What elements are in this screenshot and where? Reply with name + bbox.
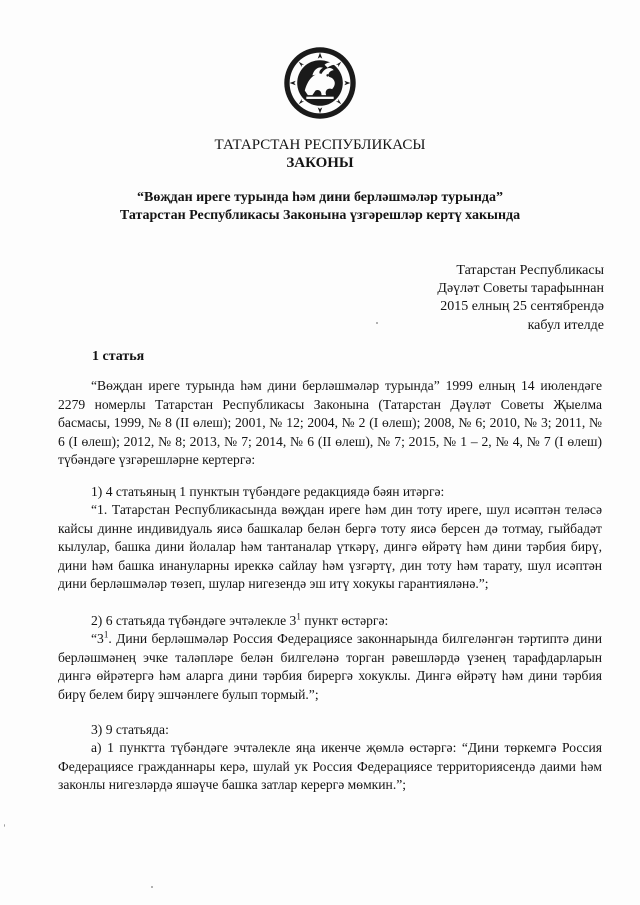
law-heading: ЗАКОНЫ	[286, 155, 354, 171]
adoption-line-2: Дәүләт Советы тарафыннан	[437, 281, 604, 297]
item-1-text: “1. Татарстан Республикасында вөҗдан иреге һәм дин тоту иреге, шул исәптән теләсә кайсы динне индивидуаль яисә башкалар белән бергә тоту яисә берсен дә тотмау, гыйбадәт кылулар, башка дини йолалар һәм тантаналар үткәрү, дингә өйрәтү һәм дини тәрбия бирү, дини һәм башка инануларны иреккә сайлау һәм үзгәртү, дин тоту һәм тарату, шул исәптән дини берләшмәләр төзеп, шулар нигезендә эш итү хокукы гарантияләнә.”;	[58, 502, 602, 591]
item-2-text-body: . Дини берләшмәләр Россия Федерациясе законнарында билгеләнгән тәртиптә дини берләшмәнең эчке таләпләре белән билгеләнә торган рәвешләрдә үзенең тарафдарларын дингә өйрәтергә һәм аларга дини тәрбия бирергә хокуклы. Дингә өйрәтү һәм дини тәрбия бирү белем бирү эшчәнлеге булып тормый.”;	[58, 631, 602, 702]
item-2-text	[58, 630, 602, 704]
item-2-intro-text-end: пункт өстәргә:	[300, 613, 389, 628]
adoption-line-3: 2015 елның 25 сентябрендә	[440, 299, 604, 315]
law-subject-line-1: “Вөҗдан иреге турында һәм дини берләшмәләр турында”	[137, 190, 503, 205]
adoption-block	[437, 262, 604, 335]
item-2-intro-text: 2) 6 статьяда түбәндәге эчтәлекле 3	[91, 613, 297, 628]
item-2-text-superscript: 1	[103, 629, 109, 640]
adoption-line-1: Татарстан Республикасы	[456, 263, 604, 278]
tatarstan-coat-of-arms-icon	[282, 45, 358, 121]
scan-speck	[4, 824, 5, 827]
article-heading: 1 статья	[92, 349, 145, 364]
intro-paragraph: “Вөҗдан иреге турында һәм дини берләшмәләр турында” 1999 елның 14 июлендәге 2279 номерлы Татарстан Республикасы Законына (Татарстан Дәүләт Советы Җыелма басмасы, 1999, № 8 (II өлеш); 2001, № 12; 2004, № 2 (I өлеш); 2008, № 6; 2010, № 3; 2011, № 6 (I өлеш); 2012, № 8; 2013, № 7; 2014, № 6 (II өлеш), № 7; 2015, № 1 – 2, № 4, № 7 (I өлеш) түбәндәге үзгәрешләрне кертергә:	[58, 378, 602, 467]
adoption-line-4: кабул ителде	[527, 317, 604, 333]
republic-heading: ТАТАРСТАН РЕСПУБЛИКАСЫ	[214, 137, 426, 153]
item-2-text-start: “3	[91, 631, 104, 646]
law-subject-line-2: Татарстан Республикасы Законына үзгәрешләр кертү хакында	[119, 208, 521, 223]
item-1-intro: 1) 4 статьяның 1 пунктын түбәндәге редакциядә бәян итәргә:	[91, 484, 445, 499]
item-2-intro	[58, 612, 602, 631]
scan-speck	[151, 886, 153, 888]
item-2-intro-superscript: 1	[296, 611, 301, 622]
scan-speck	[376, 322, 378, 324]
item-3-subitem-a: а) 1 пунктта түбәндәге эчтәлекле яңа икенче җөмлә өстәргә: “Дини төркемгә Россия Федерациясе гражданнары керә, шулай ук Россия Федерациясе территориясендә даими һәм законлы нигезләрдә яшәүче башка затлар керергә мөмкин.”;	[58, 740, 602, 792]
item-3-intro: 3) 9 статьяда:	[91, 722, 169, 737]
